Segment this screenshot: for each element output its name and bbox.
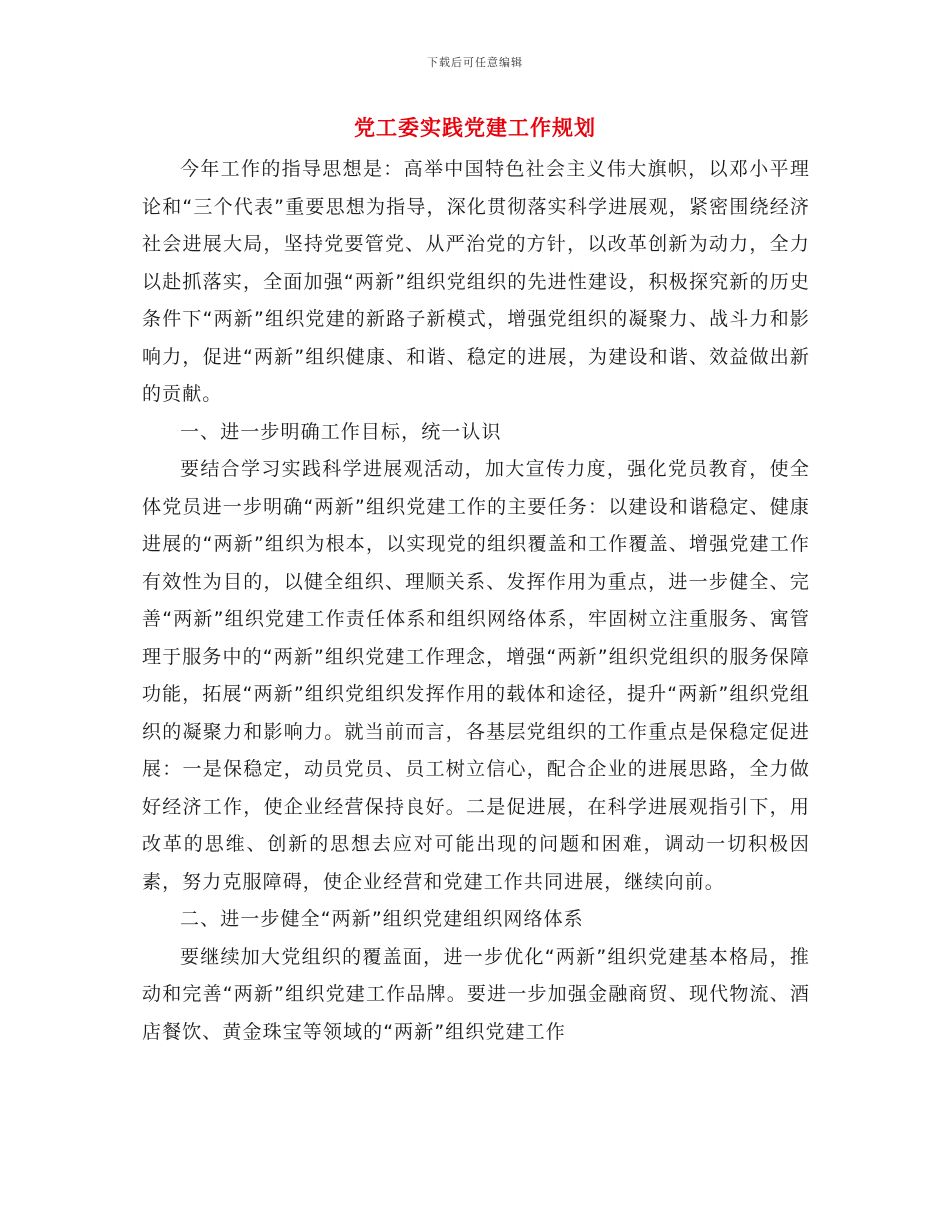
paragraph-guiding-thought: 今年工作的指导思想是：高举中国特色社会主义伟大旗帜，以邓小平理论和“三个代表”重要思想为指导，深化贯彻落实科学进展观，紧密围绕经济社会进展大局，坚持党要管党、从严治党的方针，以改革创新为动力，全力以赴抓落实，全面加强“两新”组织党组织的先进性建设，积极探究新的历史条件下“两新”组织党建的新路子新模式，增强党组织的凝聚力、战斗力和影响力，促进“两新”组织健康、和谐、稳定的进展，为建设和谐、效益做出新的贡献。 bbox=[142, 158, 810, 405]
document-body bbox=[142, 151, 810, 1051]
section-heading-2: 二、进一步健全“两新”组织党建组织网络体系 bbox=[180, 908, 584, 930]
download-note: 下载后可任意编辑 bbox=[427, 56, 523, 69]
paragraph-section-2: 要继续加大党组织的覆盖面，进一步优化“两新”组织党建基本格局，推动和完善“两新”组织党建工作品牌。要进一步加强金融商贸、现代物流、酒店餐饮、黄金珠宝等领域的“两新”组织党建工作 bbox=[142, 945, 810, 1043]
paragraph-section-1: 要结合学习实践科学进展观活动，加大宣传力度，强化党员教育，使全体党员进一步明确“两新”组织党建工作的主要任务：以建设和谐稳定、健康进展的“两新”组织为根本，以实现党的组织覆盖和工作覆盖、增强党建工作有效性为目的，以健全组织、理顺关系、发挥作用为重点，进一步健全、完善“两新”组织党建工作责任体系和组织网络体系，牢固树立注重服务、寓管理于服务中的“两新”组织党建工作理念，增强“两新”组织党组织的服务保障功能，拓展“两新”组织党组织发挥作用的载体和途径，提升“两新”组织党组织的凝聚力和影响力。就当前而言，各基层党组织的工作重点是保稳定促进展：一是保稳定，动员党员、员工树立信心，配合企业的进展思路，全力做好经济工作，使企业经营保持良好。二是促进展，在科学进展观指引下，用改革的思维、创新的思想去应对可能出现的问题和困难，调动一切积极因素，努力克服障碍，使企业经营和党建工作共同进展，继续向前。 bbox=[142, 458, 810, 893]
section-heading-1: 一、进一步明确工作目标，统一认识 bbox=[180, 420, 502, 443]
document-title: 党工委实践党建工作规划 bbox=[354, 116, 596, 140]
